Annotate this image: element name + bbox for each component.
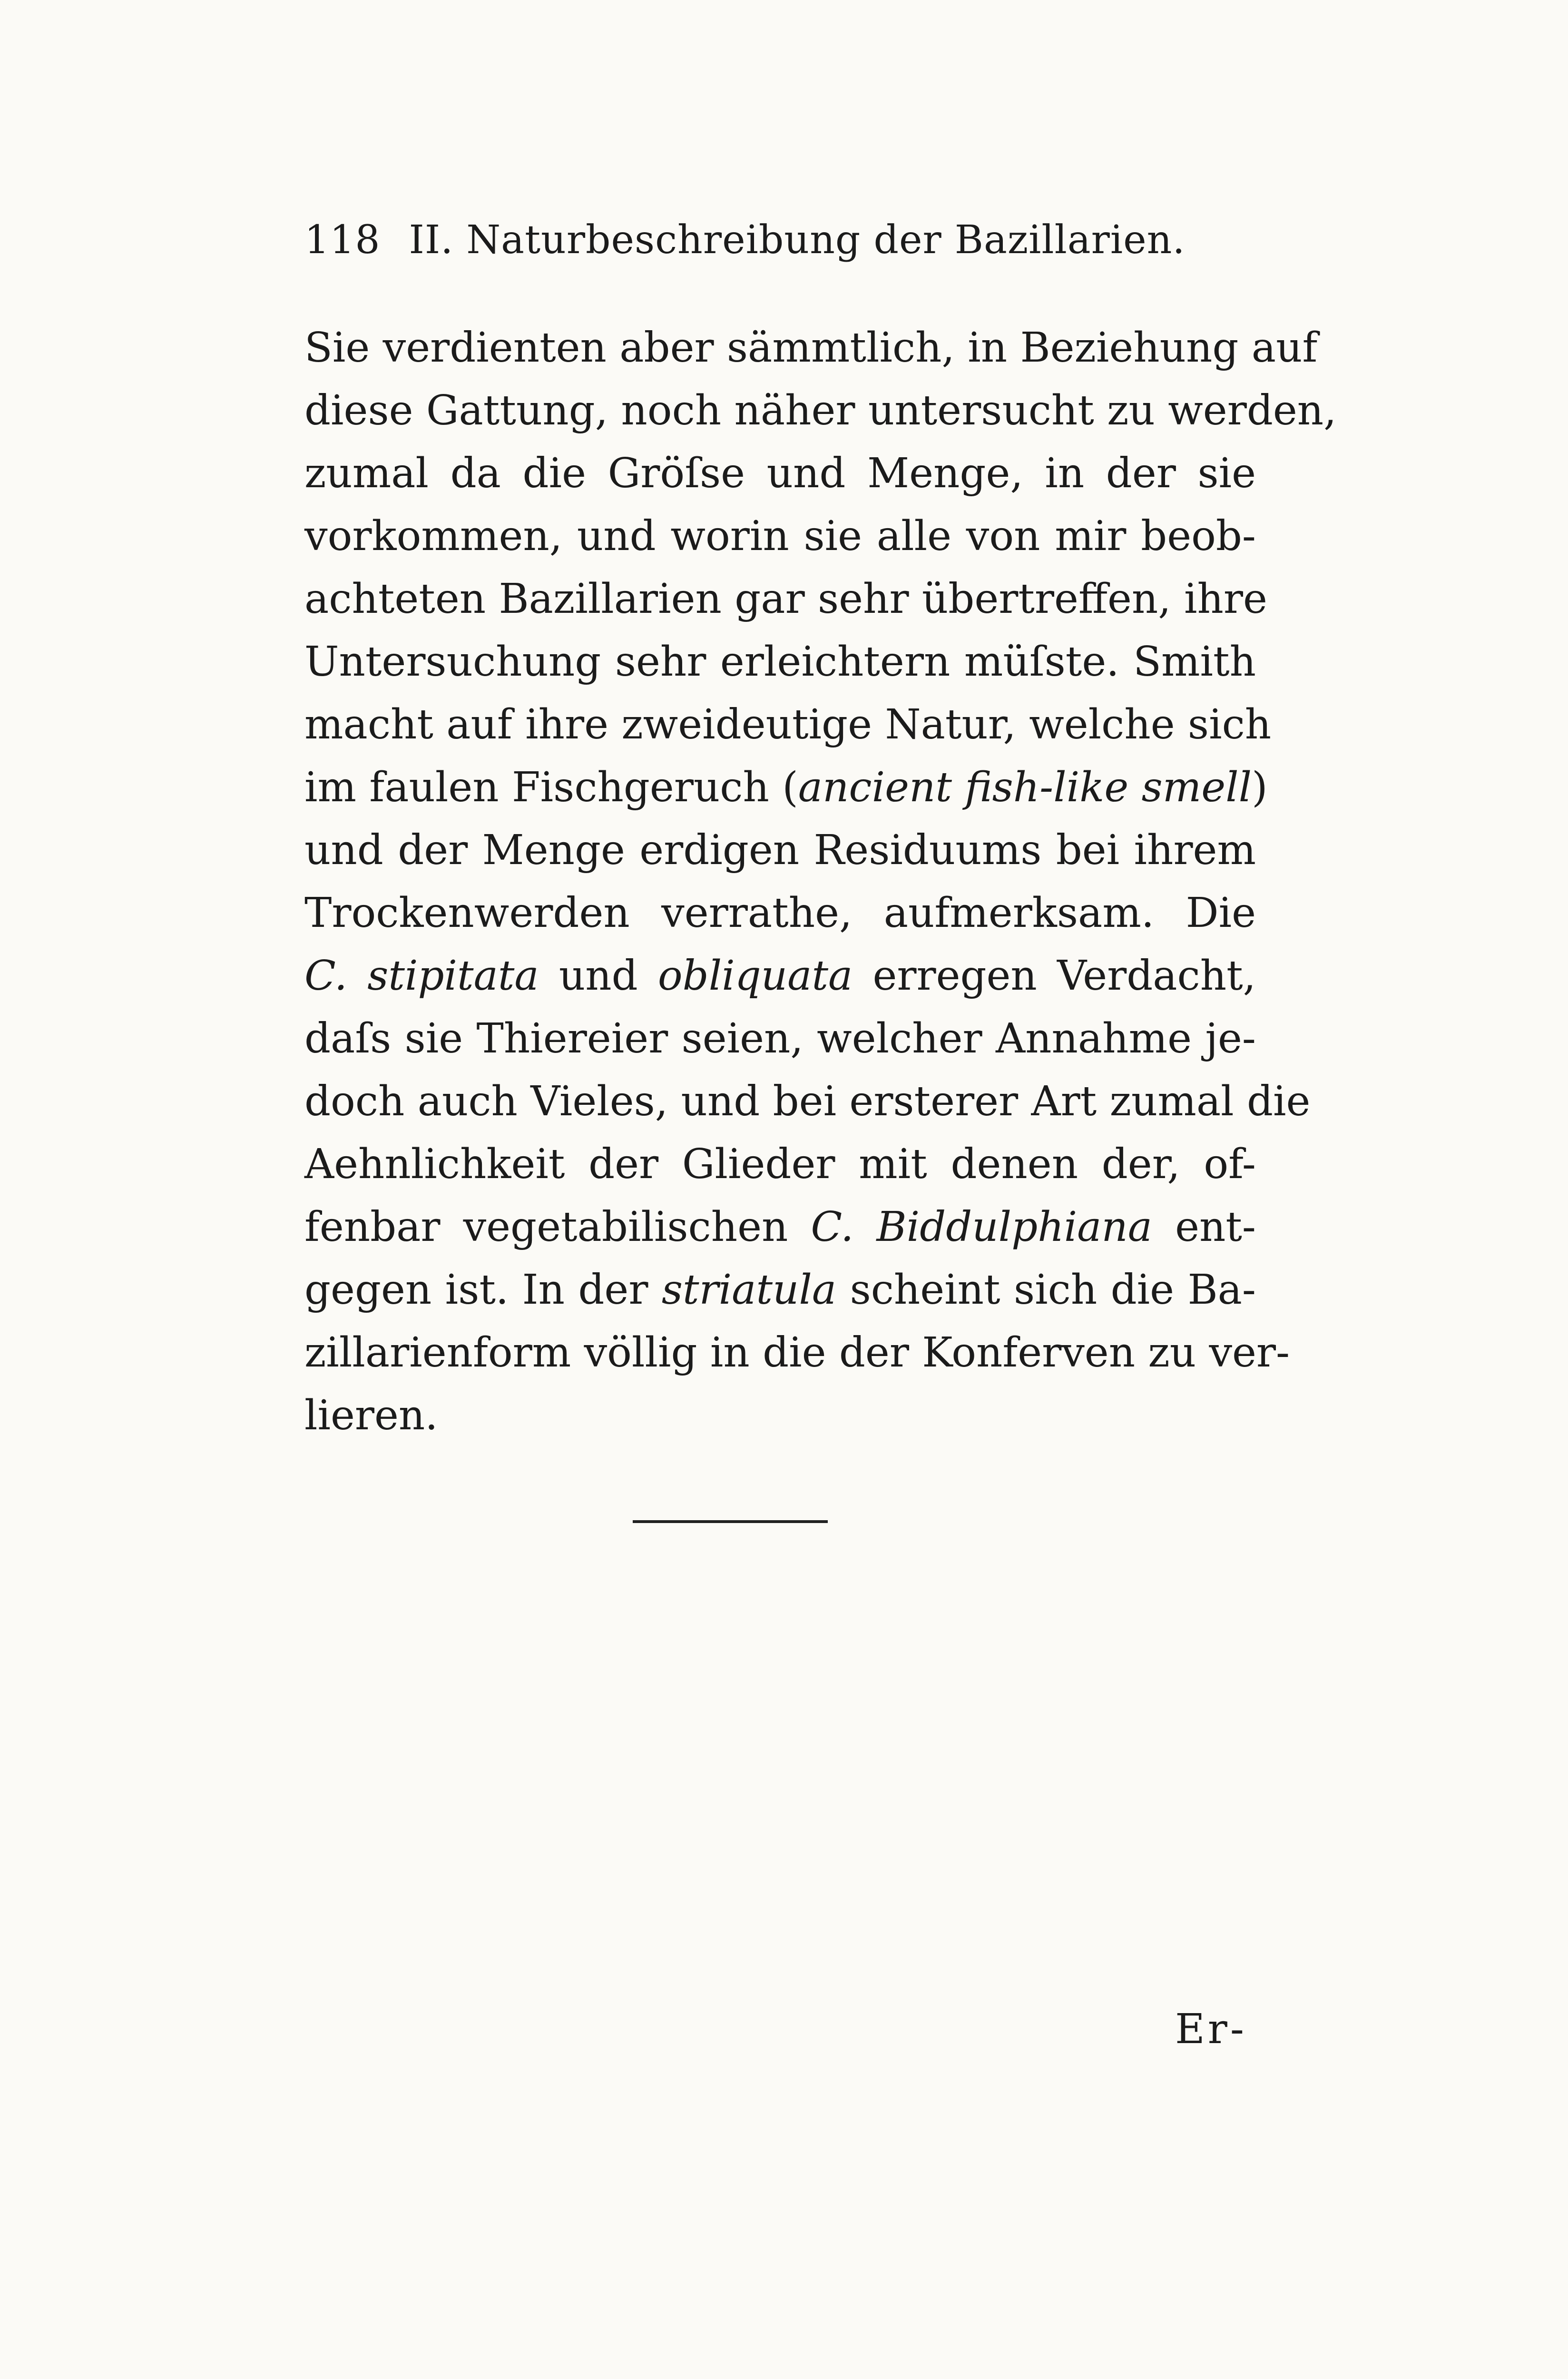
text-line [304,1196,1256,1258]
text-segment: daſs sie Thiereier seien, welcher Annahme je- [304,1015,1256,1062]
text-segment: gegen ist. In der [304,1266,662,1314]
text-line [304,1321,1290,1384]
text-line [304,1384,1256,1447]
text-segment: achteten Bazillarien gar sehr übertreffen, ihre [304,575,1267,623]
text-line [304,944,1256,1007]
text-segment: erregen Verdacht, [853,952,1256,1000]
text-segment: fenbar vegetabilischen [304,1203,811,1251]
text-segment: und der Menge erdigen Residuums bei ihrem [304,826,1256,874]
text-line [304,819,1256,882]
text-segment: zumal da die Gröſse und Menge, in der sie [304,450,1256,497]
text-segment: im faulen Fischgeruch ( [304,764,798,811]
text-line [304,1070,1311,1133]
text-segment: Untersuchung sehr erleichtern müſste. Smith [304,638,1256,686]
text-segment: diese Gattung, noch näher untersucht zu werden, [304,387,1337,434]
text-line [304,568,1267,630]
italic-segment: C. stipitata [304,952,539,1000]
text-segment: macht auf ihre zweideutige Natur, welche sich [304,701,1272,748]
body-paragraph [304,316,1337,1447]
text-line [304,442,1256,505]
section-divider [633,1520,828,1523]
text-line [304,1258,1256,1321]
italic-segment: C. Biddulphiana [811,1203,1153,1251]
text-segment: zillarienform völlig in die der Konferven zu ver- [304,1329,1290,1376]
text-line [304,882,1256,944]
italic-segment: striatula [661,1266,837,1314]
italic-segment: obliquata [657,952,853,1000]
text-line [304,630,1256,693]
text-segment: ) [1252,764,1268,811]
running-head [304,216,1270,264]
text-line [304,1133,1256,1196]
text-segment: doch auch Vieles, und bei ersterer Art zumal die [304,1078,1311,1125]
text-line [304,316,1318,379]
text-segment: Trockenwerden verrathe, aufmerksam. Die [304,889,1256,937]
italic-segment: ancient fish-like smell [798,764,1252,811]
chapter-title: II. Naturbeschreibung der Bazillarien. [409,217,1186,263]
text-segment: Aehnlichkeit der Glieder mit denen der, of- [304,1140,1256,1188]
text-segment: vorkommen, und worin sie alle von mir beob- [304,512,1256,560]
page-number: 118 [304,217,381,263]
text-segment: Sie verdienten aber sämmtlich, in Beziehung auf [304,324,1318,372]
text-line [304,693,1272,756]
text-line [304,379,1337,442]
text-segment: ent- [1152,1203,1256,1251]
text-segment: lieren. [304,1392,438,1439]
text-line [304,1007,1256,1070]
text-segment: und [539,952,658,1000]
catchword: Er- [1175,2005,1247,2053]
text-line [304,505,1256,568]
text-segment: scheint sich die Ba- [836,1266,1256,1314]
text-line [304,756,1268,819]
